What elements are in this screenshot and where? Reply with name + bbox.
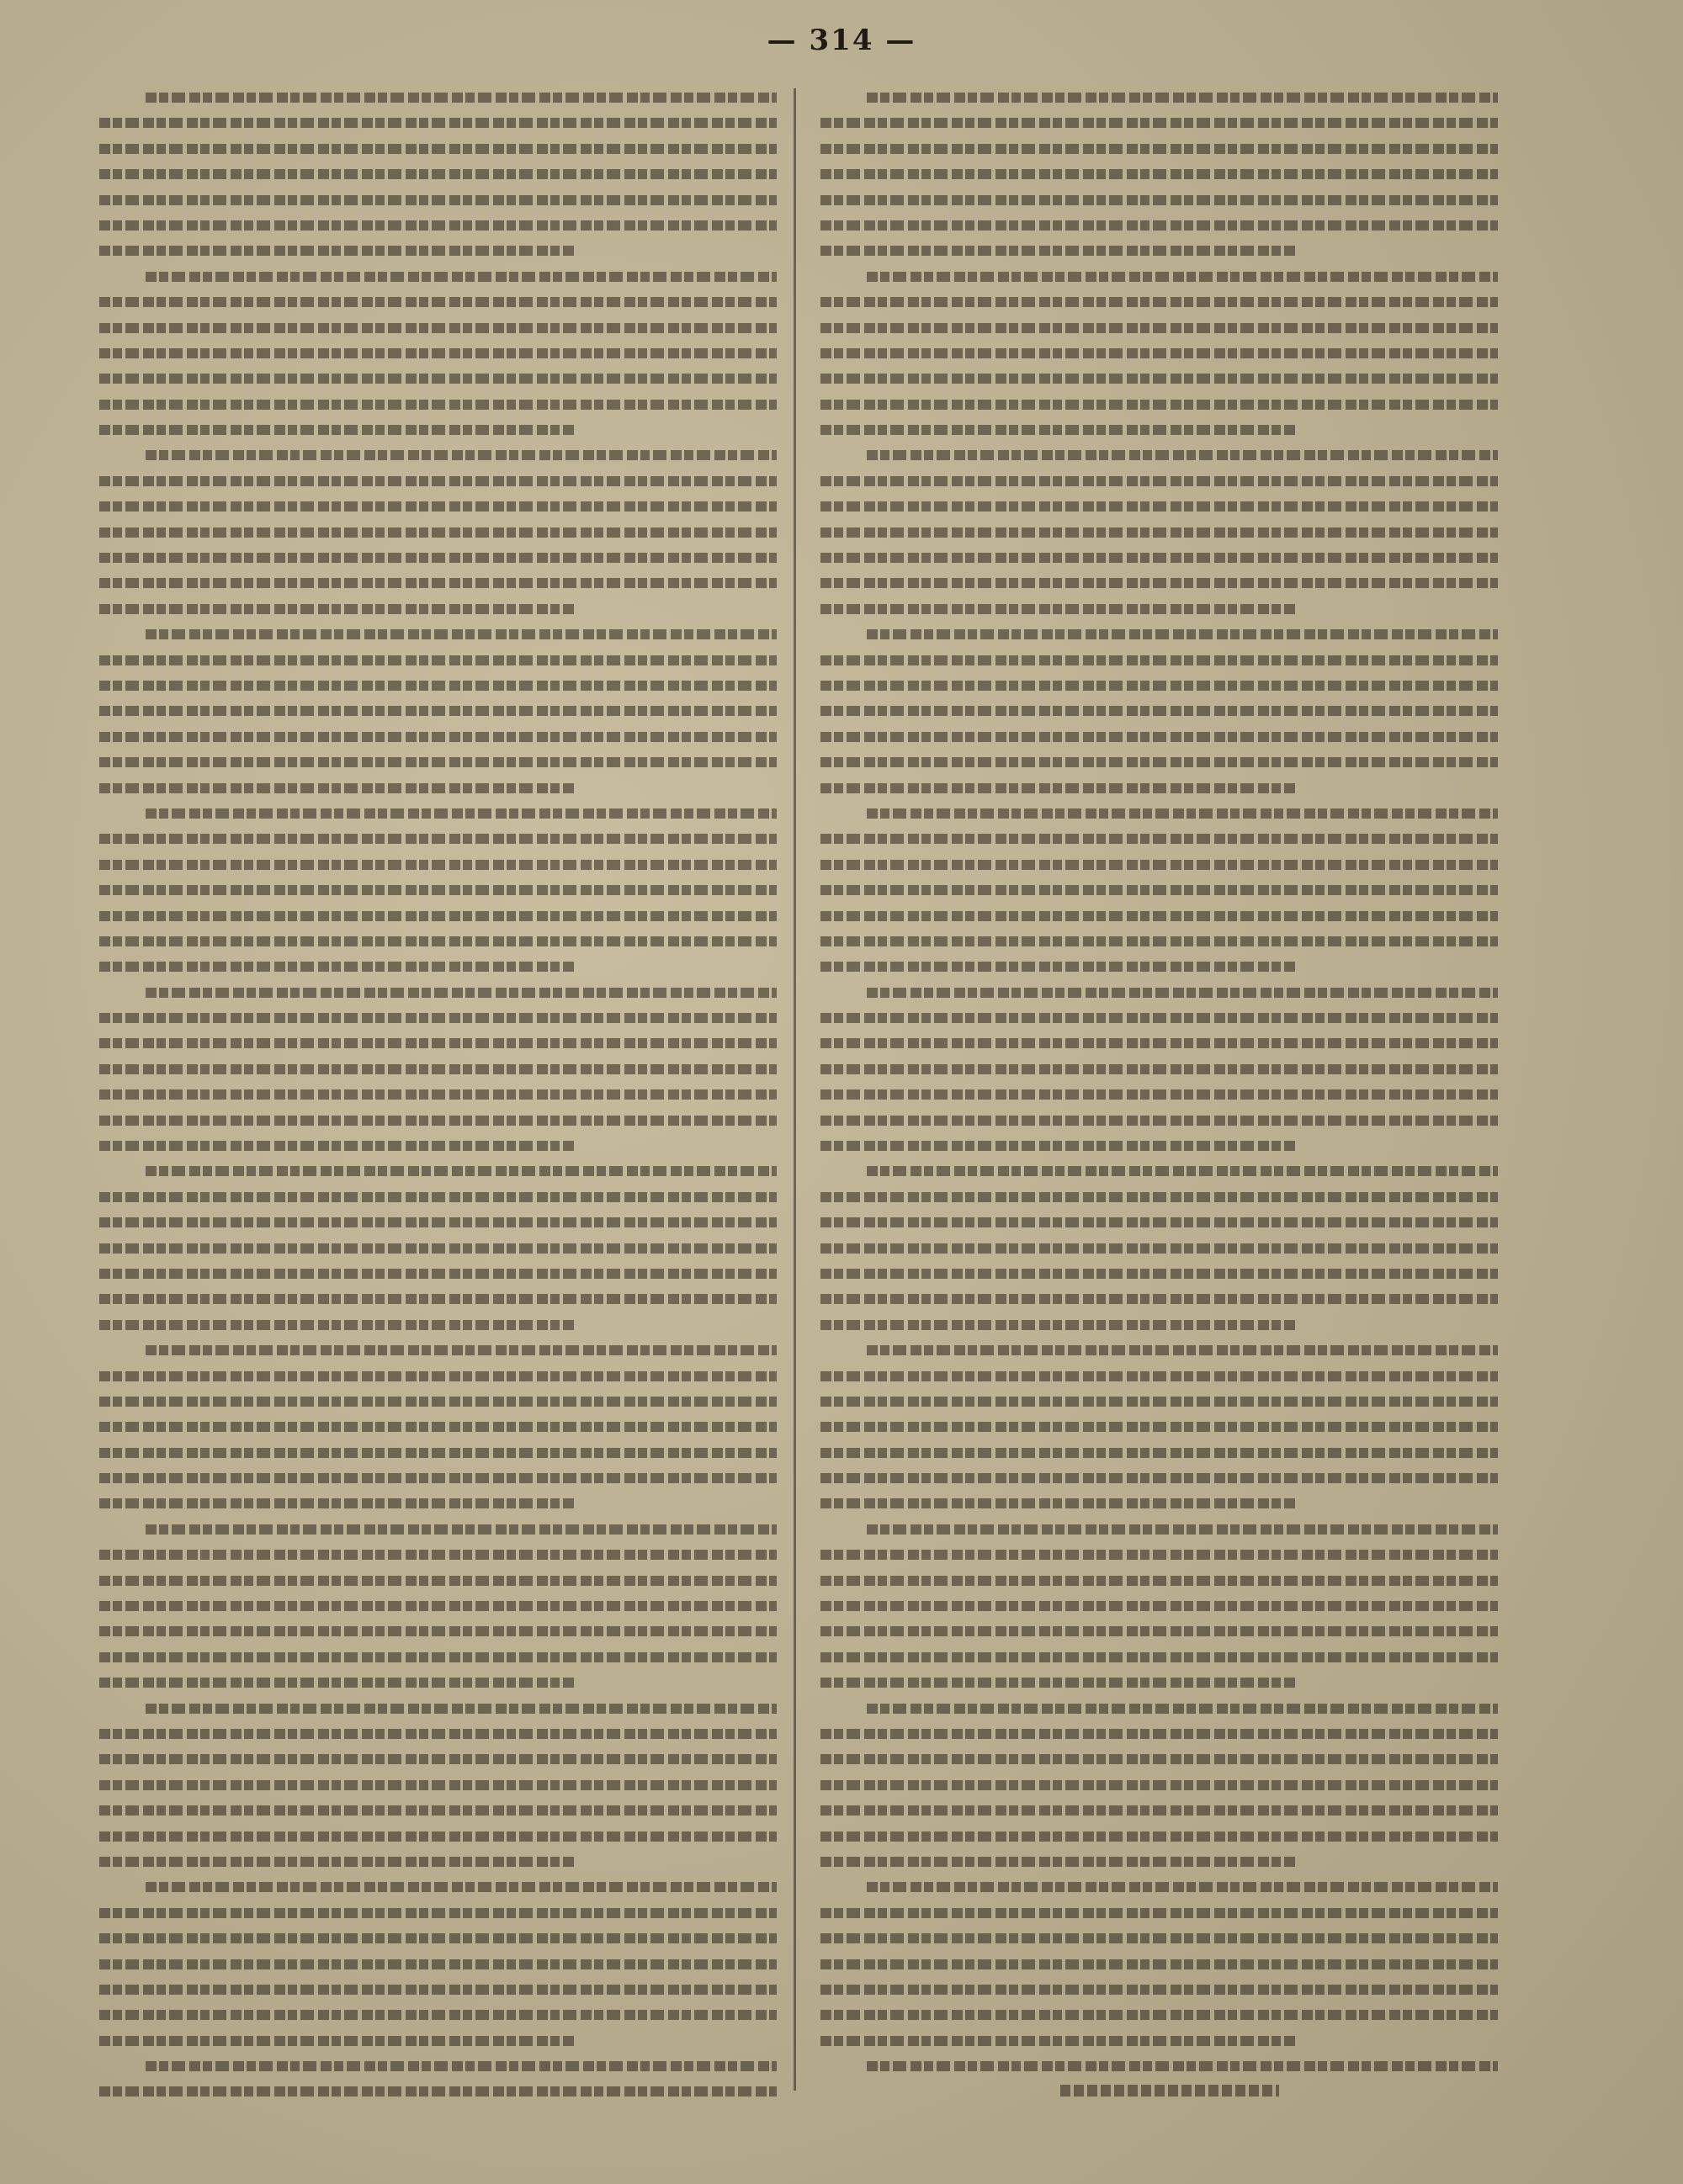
- text-line: [99, 1235, 777, 1260]
- text-line: [820, 1874, 1498, 1899]
- text-line: [820, 365, 1498, 390]
- text-line: [99, 979, 777, 1005]
- column-divider: [794, 88, 796, 2091]
- text-line: [99, 825, 777, 851]
- text-line: [820, 237, 1498, 262]
- text-line: [99, 2078, 777, 2103]
- text-line: [820, 340, 1498, 365]
- text-line: [99, 1695, 777, 1720]
- text-line: [820, 1516, 1498, 1541]
- text-line: [99, 1746, 777, 1771]
- text-line: [820, 1490, 1498, 1515]
- text-line: [820, 109, 1498, 135]
- text-line: [820, 135, 1498, 161]
- text-line: [99, 161, 777, 186]
- text-line: [820, 212, 1498, 237]
- text-line: [99, 1772, 777, 1797]
- text-line: [99, 1490, 777, 1515]
- text-line: [820, 1235, 1498, 1260]
- text-line: [820, 570, 1498, 595]
- text-line: [99, 109, 777, 135]
- text-line: [99, 647, 777, 672]
- text-line: [820, 519, 1498, 544]
- text-line: [99, 1081, 777, 1106]
- text-line: [99, 2028, 777, 2053]
- text-line: [820, 1669, 1498, 1694]
- text-line: [820, 1925, 1498, 1950]
- text-line: [820, 1900, 1498, 1925]
- text-line: [820, 187, 1498, 212]
- text-line: [99, 1184, 777, 1209]
- text-line: [99, 1337, 777, 1362]
- text-line: [99, 851, 777, 877]
- left-column: [99, 84, 777, 2128]
- text-line: [820, 1848, 1498, 1874]
- text-line: [820, 391, 1498, 416]
- text-line: [99, 1056, 777, 1081]
- text-line: [99, 1413, 777, 1439]
- text-line: [820, 1465, 1498, 1490]
- text-line: [820, 1030, 1498, 1055]
- text-line: [820, 1260, 1498, 1285]
- text-line: [99, 775, 777, 800]
- text-line: [99, 1363, 777, 1388]
- text-line: [99, 263, 777, 289]
- text-line: [820, 1056, 1498, 1081]
- text-line: [99, 1005, 777, 1030]
- text-line: [820, 84, 1498, 109]
- text-line: [820, 775, 1498, 800]
- text-line: [820, 1695, 1498, 1720]
- text-line: [99, 442, 777, 467]
- text-line: [820, 1976, 1498, 2001]
- text-line: [820, 1388, 1498, 1413]
- text-line: [820, 1285, 1498, 1311]
- text-line: [820, 697, 1498, 723]
- text-line: [820, 928, 1498, 953]
- text-line: [99, 724, 777, 749]
- text-line: [99, 621, 777, 646]
- text-line: [99, 1209, 777, 1234]
- text-line: [99, 237, 777, 262]
- text-line: [99, 749, 777, 774]
- text-line: [99, 570, 777, 595]
- text-line: [820, 544, 1498, 570]
- text-line: [99, 1107, 777, 1132]
- text-line: [99, 1030, 777, 1055]
- text-line: [820, 161, 1498, 186]
- text-line: [99, 697, 777, 723]
- text-line: [820, 1951, 1498, 1976]
- text-line: [820, 1107, 1498, 1132]
- text-line: [99, 1541, 777, 1566]
- text-line: [820, 1363, 1498, 1388]
- text-line: [820, 1593, 1498, 1618]
- text-line: [99, 672, 777, 697]
- text-line: [820, 1439, 1498, 1465]
- text-line: [820, 1772, 1498, 1797]
- text-line: [99, 1285, 777, 1311]
- text-line: [99, 1848, 777, 1874]
- text-line: [99, 1644, 777, 1669]
- text-line: [99, 1823, 777, 1848]
- text-line: [99, 1158, 777, 1183]
- text-line: [99, 877, 777, 902]
- text-line: [820, 672, 1498, 697]
- text-line: [820, 1413, 1498, 1439]
- text-line: [820, 1567, 1498, 1593]
- page-number: — 314 —: [767, 24, 916, 57]
- text-line: [820, 903, 1498, 928]
- text-line: [820, 749, 1498, 774]
- text-line: [99, 953, 777, 978]
- text-line: [820, 851, 1498, 877]
- text-line: [99, 416, 777, 442]
- text-line: [820, 1312, 1498, 1337]
- text-line: [99, 391, 777, 416]
- text-line: [99, 2001, 777, 2027]
- text-line: [820, 647, 1498, 672]
- text-line: [820, 263, 1498, 289]
- text-line: [99, 1976, 777, 2001]
- text-line: [99, 1260, 777, 1285]
- text-line: [99, 928, 777, 953]
- text-line: [820, 442, 1498, 467]
- text-line: [820, 289, 1498, 314]
- text-line: [99, 1874, 777, 1899]
- text-line: [99, 135, 777, 161]
- text-line: [99, 596, 777, 621]
- text-line: [99, 1720, 777, 1746]
- text-line: [99, 2053, 777, 2078]
- text-line: [820, 1644, 1498, 1669]
- text-line: [99, 84, 777, 109]
- text-line: [99, 903, 777, 928]
- text-line: [99, 1439, 777, 1465]
- text-line: [820, 1746, 1498, 1771]
- text-line: [99, 1669, 777, 1694]
- text-line: [820, 1618, 1498, 1643]
- text-line: [99, 1388, 777, 1413]
- text-line: [820, 2053, 1498, 2078]
- text-line: [820, 825, 1498, 851]
- text-line: [820, 1081, 1498, 1106]
- text-line: [99, 1900, 777, 1925]
- text-line: [99, 1593, 777, 1618]
- text-line: [820, 953, 1498, 978]
- text-line: [820, 493, 1498, 518]
- text-line: [99, 1567, 777, 1593]
- text-line: [99, 544, 777, 570]
- text-line: [99, 1925, 777, 1950]
- text-line: [99, 1312, 777, 1337]
- text-line: [820, 1209, 1498, 1234]
- text-line: [99, 365, 777, 390]
- text-line: [99, 1465, 777, 1490]
- continued-note: [1043, 2080, 1296, 2102]
- text-line: [820, 800, 1498, 825]
- text-line: [99, 1797, 777, 1822]
- text-line: [820, 621, 1498, 646]
- text-line: [99, 340, 777, 365]
- right-column: [820, 84, 1498, 2128]
- text-line: [99, 315, 777, 340]
- text-line: [99, 1132, 777, 1158]
- text-line: [820, 1797, 1498, 1822]
- text-line: [820, 979, 1498, 1005]
- text-line: [820, 596, 1498, 621]
- text-line: [820, 724, 1498, 749]
- text-line: [99, 493, 777, 518]
- text-line: [99, 289, 777, 314]
- text-line: [820, 877, 1498, 902]
- text-line: [99, 187, 777, 212]
- text-line: [820, 2028, 1498, 2053]
- text-line: [820, 1823, 1498, 1848]
- text-line: [820, 1184, 1498, 1209]
- text-line: [99, 519, 777, 544]
- text-line: [820, 1720, 1498, 1746]
- text-line: [820, 468, 1498, 493]
- text-line: [820, 1132, 1498, 1158]
- text-line: [820, 1541, 1498, 1566]
- text-line: [820, 1158, 1498, 1183]
- text-line: [99, 1618, 777, 1643]
- text-line: [99, 1516, 777, 1541]
- text-line: [820, 315, 1498, 340]
- text-line: [99, 1951, 777, 1976]
- text-line: [820, 1337, 1498, 1362]
- text-line: [99, 212, 777, 237]
- text-line: [99, 800, 777, 825]
- text-line: [820, 416, 1498, 442]
- text-line: [820, 2001, 1498, 2027]
- text-line: [820, 1005, 1498, 1030]
- text-line: [99, 468, 777, 493]
